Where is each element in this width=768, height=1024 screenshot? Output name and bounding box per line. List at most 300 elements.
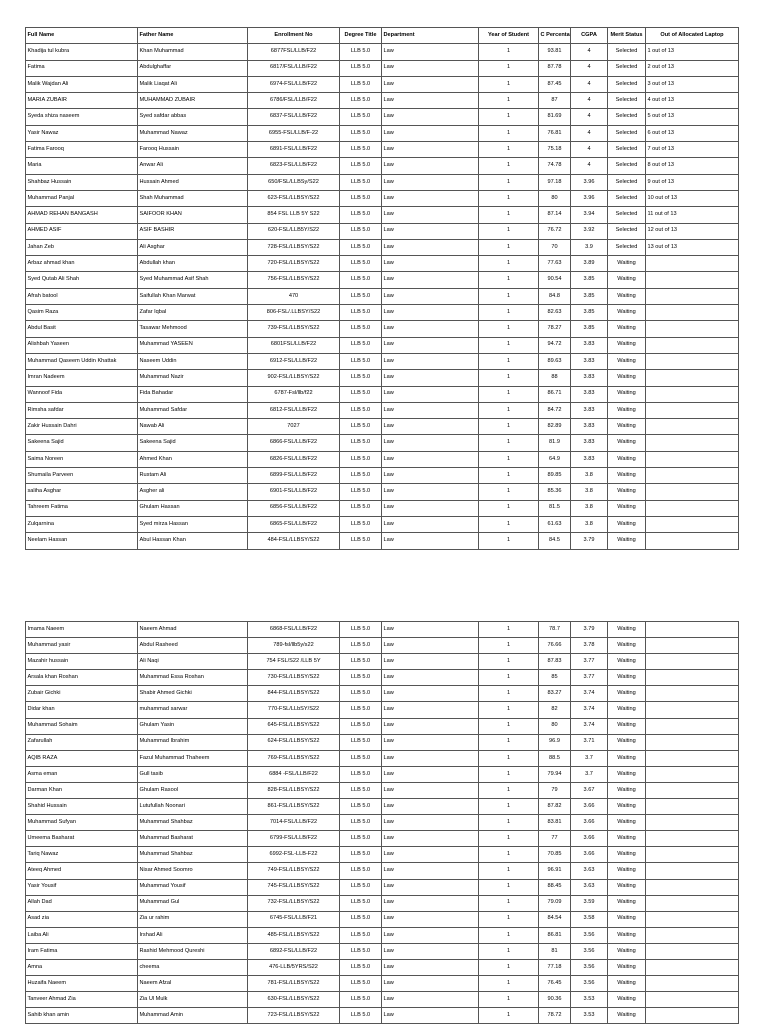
cell-allocated-laptop [646,847,739,863]
cell-department: Law [382,847,479,863]
cell-cgpa: 3.53 [571,1008,608,1024]
cell-allocated-laptop: 9 out of 13 [646,174,739,190]
table-row [26,959,739,975]
cell-allocated-laptop [646,638,739,654]
table-row [26,239,739,255]
cell-enrollment-no: 6891-FSL/LLB/F22 [248,142,340,158]
cell-enrollment-no: 770-FSL/LLbSY/S22 [248,702,340,718]
header-percentage: C Percenta [539,28,571,44]
cell-year-of-student: 1 [479,992,539,1008]
cell-merit-status: Waiting [608,305,646,321]
cell-enrollment-no: 732-FSL/LLBSY/S22 [248,895,340,911]
table-row [26,799,739,815]
cell-enrollment-no: 470 [248,288,340,304]
cell-department: Law [382,782,479,798]
cell-cgpa: 3.56 [571,943,608,959]
cell-allocated-laptop: 13 out of 13 [646,239,739,255]
header-cgpa: CGPA [571,28,608,44]
cell-degree-title: LLB 5.0 [340,190,382,206]
cell-cgpa: 3.74 [571,718,608,734]
cell-father-name: Anwar Ali [138,158,248,174]
cell-department: Law [382,370,479,386]
cell-merit-status: Selected [608,190,646,206]
cell-percentage: 76.81 [539,125,571,141]
cell-allocated-laptop [646,533,739,549]
cell-father-name: Muhammad Essa Roshan [138,670,248,686]
cell-cgpa: 3.83 [571,435,608,451]
cell-percentage: 77 [539,831,571,847]
table-row [26,44,739,60]
cell-enrollment-no: 7027 [248,419,340,435]
table-row [26,386,739,402]
cell-year-of-student: 1 [479,734,539,750]
cell-percentage: 97.18 [539,174,571,190]
cell-percentage: 79.09 [539,895,571,911]
cell-merit-status: Waiting [608,272,646,288]
cell-father-name: muhammad sarwar [138,702,248,718]
table-row [26,782,739,798]
cell-father-name: Muhammad Ibrahim [138,734,248,750]
table-row [26,686,739,702]
table-row [26,911,739,927]
cell-father-name: Shah Muhammad [138,190,248,206]
cell-cgpa: 3.8 [571,516,608,532]
cell-degree-title: LLB 5.0 [340,272,382,288]
cell-department: Law [382,911,479,927]
cell-cgpa: 3.79 [571,622,608,638]
cell-cgpa: 3.92 [571,223,608,239]
cell-full-name: Darman Khan [26,782,138,798]
cell-allocated-laptop [646,1008,739,1024]
cell-degree-title: LLB 5.0 [340,911,382,927]
cell-department: Law [382,943,479,959]
cell-cgpa: 4 [571,76,608,92]
cell-allocated-laptop: 4 out of 13 [646,93,739,109]
cell-enrollment-no: 6865-FSL/LLB/F22 [248,516,340,532]
cell-enrollment-no: 756-FSL/LLBSY/S22 [248,272,340,288]
cell-year-of-student: 1 [479,142,539,158]
table-row [26,174,739,190]
header-father-name: Father Name [138,28,248,44]
cell-percentage: 75.18 [539,142,571,158]
cell-year-of-student: 1 [479,419,539,435]
cell-percentage: 84.8 [539,288,571,304]
cell-allocated-laptop [646,484,739,500]
cell-enrollment-no: 6868-FSL/LLB/F22 [248,622,340,638]
cell-allocated-laptop [646,686,739,702]
cell-merit-status: Waiting [608,670,646,686]
cell-father-name: Fazul Muhammad Thaheem [138,750,248,766]
cell-percentage: 89.63 [539,353,571,369]
cell-full-name: AHMAD REHAN BANGASH [26,207,138,223]
cell-percentage: 90.54 [539,272,571,288]
cell-enrollment-no: 650/FSL/LLBSy/S22 [248,174,340,190]
cell-year-of-student: 1 [479,702,539,718]
cell-father-name: Abdul Rasheed [138,638,248,654]
cell-degree-title: LLB 5.0 [340,305,382,321]
cell-degree-title: LLB 5.0 [340,76,382,92]
cell-father-name: Gull tasib [138,766,248,782]
cell-full-name: Syeda shiza naseem [26,109,138,125]
cell-degree-title: LLB 5.0 [340,337,382,353]
cell-percentage: 82.89 [539,419,571,435]
cell-cgpa: 3.71 [571,734,608,750]
cell-full-name: Abdul Basit [26,321,138,337]
cell-full-name: Muhammad Sohaim [26,718,138,734]
table-row [26,223,739,239]
table-header [26,28,739,44]
cell-allocated-laptop [646,734,739,750]
cell-allocated-laptop [646,272,739,288]
cell-allocated-laptop [646,976,739,992]
cell-department: Law [382,435,479,451]
cell-father-name: Muhammad YASEEN [138,337,248,353]
cell-full-name: Tahreem Fatima [26,500,138,516]
cell-allocated-laptop [646,718,739,734]
cell-merit-status: Waiting [608,718,646,734]
cell-father-name: Ghulam Rasool [138,782,248,798]
cell-merit-status: Waiting [608,911,646,927]
cell-degree-title: LLB 5.0 [340,158,382,174]
cell-merit-status: Selected [608,142,646,158]
cell-year-of-student: 1 [479,370,539,386]
cell-enrollment-no: 6899-FSL/LLB/F22 [248,468,340,484]
cell-percentage: 77.18 [539,959,571,975]
cell-full-name: AQIB RAZA [26,750,138,766]
cell-degree-title: LLB 5.0 [340,1008,382,1024]
cell-degree-title: LLB 5.0 [340,142,382,158]
cell-percentage: 61.63 [539,516,571,532]
cell-department: Law [382,927,479,943]
cell-department: Law [382,638,479,654]
cell-full-name: Asma eman [26,766,138,782]
cell-allocated-laptop [646,419,739,435]
cell-merit-status: Selected [608,76,646,92]
cell-merit-status: Waiting [608,638,646,654]
cell-department: Law [382,125,479,141]
cell-merit-status: Waiting [608,386,646,402]
cell-percentage: 85 [539,670,571,686]
table-row [26,190,739,206]
cell-cgpa: 3.89 [571,256,608,272]
cell-degree-title: LLB 5.0 [340,223,382,239]
cell-enrollment-no: 806-FSL/.LLBSY/S22 [248,305,340,321]
cell-cgpa: 3.74 [571,686,608,702]
cell-department: Law [382,468,479,484]
table-row [26,718,739,734]
cell-department: Law [382,670,479,686]
table-row [26,750,739,766]
cell-cgpa: 3.66 [571,815,608,831]
cell-enrollment-no: 485-FSL/LLBSY/S22 [248,927,340,943]
cell-department: Law [382,223,479,239]
cell-enrollment-no: 6856-FSL/LLB/F22 [248,500,340,516]
cell-merit-status: Waiting [608,288,646,304]
table-row [26,76,739,92]
cell-department: Law [382,288,479,304]
cell-father-name: Irshad Ali [138,927,248,943]
cell-year-of-student: 1 [479,895,539,911]
cell-year-of-student: 1 [479,516,539,532]
cell-cgpa: 3.85 [571,321,608,337]
cell-father-name: Shabir Ahmed Gichki [138,686,248,702]
cell-merit-status: Selected [608,60,646,76]
cell-department: Law [382,44,479,60]
cell-degree-title: LLB 5.0 [340,863,382,879]
cell-percentage: 82 [539,702,571,718]
cell-allocated-laptop [646,337,739,353]
cell-enrollment-no: 476-LLB/5YRS/S22 [248,959,340,975]
cell-allocated-laptop [646,451,739,467]
cell-allocated-laptop [646,256,739,272]
cell-year-of-student: 1 [479,125,539,141]
table-row [26,321,739,337]
cell-percentage: 87.83 [539,654,571,670]
cell-father-name: Zia ur rahim [138,911,248,927]
cell-percentage: 87.14 [539,207,571,223]
cell-merit-status: Waiting [608,863,646,879]
cell-department: Law [382,386,479,402]
cell-degree-title: LLB 5.0 [340,533,382,549]
cell-full-name: Huzaifa Naeem [26,976,138,992]
cell-percentage: 88 [539,370,571,386]
table-row [26,622,739,638]
cell-department: Law [382,207,479,223]
cell-full-name: Shahbaz Hussain [26,174,138,190]
cell-degree-title: LLB 5.0 [340,321,382,337]
cell-father-name: Ali Asghar [138,239,248,255]
cell-department: Law [382,109,479,125]
cell-year-of-student: 1 [479,766,539,782]
cell-father-name: cheema [138,959,248,975]
cell-allocated-laptop [646,831,739,847]
cell-merit-status: Waiting [608,468,646,484]
cell-degree-title: LLB 5.0 [340,451,382,467]
cell-year-of-student: 1 [479,386,539,402]
cell-father-name: Naeem Ahmad [138,622,248,638]
cell-father-name: Syed mirza Hassan [138,516,248,532]
cell-enrollment-no: 789-fsl/llb5y/s22 [248,638,340,654]
cell-allocated-laptop [646,895,739,911]
cell-cgpa: 4 [571,109,608,125]
cell-enrollment-no: 6884 -FSL/LLB/F22 [248,766,340,782]
cell-percentage: 79.94 [539,766,571,782]
cell-cgpa: 3.96 [571,174,608,190]
cell-degree-title: LLB 5.0 [340,174,382,190]
cell-degree-title: LLB 5.0 [340,516,382,532]
cell-degree-title: LLB 5.0 [340,44,382,60]
cell-father-name: Abul Hassan Khan [138,533,248,549]
cell-department: Law [382,976,479,992]
cell-allocated-laptop [646,750,739,766]
cell-full-name: Zafarullah [26,734,138,750]
cell-department: Law [382,484,479,500]
cell-year-of-student: 1 [479,831,539,847]
cell-year-of-student: 1 [479,943,539,959]
cell-year-of-student: 1 [479,288,539,304]
cell-full-name: saliha Asghar [26,484,138,500]
cell-full-name: Afrah batool [26,288,138,304]
cell-allocated-laptop [646,654,739,670]
cell-percentage: 89.85 [539,468,571,484]
cell-enrollment-no: 6992-FSL-LLB-F22 [248,847,340,863]
header-enrollment-no: Enrollment No [248,28,340,44]
cell-percentage: 74.78 [539,158,571,174]
cell-percentage: 84.54 [539,911,571,927]
cell-full-name: Tanveer Ahmad Zia [26,992,138,1008]
cell-enrollment-no: 6892-FSL/LLB/F22 [248,943,340,959]
cell-full-name: Allah Dad [26,895,138,911]
cell-degree-title: LLB 5.0 [340,60,382,76]
cell-degree-title: LLB 5.0 [340,239,382,255]
cell-merit-status: Selected [608,174,646,190]
cell-enrollment-no: 645-FSL/LLBSY/S22 [248,718,340,734]
cell-merit-status: Waiting [608,370,646,386]
cell-degree-title: LLB 5.0 [340,815,382,831]
cell-merit-status: Waiting [608,337,646,353]
table-row [26,419,739,435]
cell-merit-status: Waiting [608,353,646,369]
cell-degree-title: LLB 5.0 [340,895,382,911]
cell-full-name: Muhammad Panjal [26,190,138,206]
cell-father-name: Muhammad Nawaz [138,125,248,141]
cell-department: Law [382,815,479,831]
table-row [26,654,739,670]
cell-father-name: Hussain Ahmed [138,174,248,190]
cell-department: Law [382,622,479,638]
cell-merit-status: Selected [608,44,646,60]
cell-cgpa: 3.7 [571,766,608,782]
cell-percentage: 88.5 [539,750,571,766]
cell-full-name: MARIA ZUBAIR [26,93,138,109]
cell-year-of-student: 1 [479,44,539,60]
cell-enrollment-no: 6786/FSL/LLB/F22 [248,93,340,109]
cell-enrollment-no: 6745-FSL/LLB/F21 [248,911,340,927]
cell-year-of-student: 1 [479,654,539,670]
cell-allocated-laptop [646,782,739,798]
cell-percentage: 70 [539,239,571,255]
cell-percentage: 88.45 [539,879,571,895]
cell-cgpa: 3.83 [571,353,608,369]
header-full-name: Full Name [26,28,138,44]
cell-cgpa: 3.83 [571,386,608,402]
cell-merit-status: Waiting [608,831,646,847]
cell-year-of-student: 1 [479,109,539,125]
table-row [26,60,739,76]
cell-degree-title: LLB 5.0 [340,831,382,847]
cell-degree-title: LLB 5.0 [340,386,382,402]
cell-department: Law [382,190,479,206]
cell-cgpa: 3.83 [571,370,608,386]
table-row [26,702,739,718]
table-row [26,1008,739,1024]
cell-full-name: Arbaz ahmad khan [26,256,138,272]
table-row [26,256,739,272]
cell-degree-title: LLB 5.0 [340,686,382,702]
cell-merit-status: Waiting [608,895,646,911]
cell-allocated-laptop [646,863,739,879]
cell-department: Law [382,60,479,76]
cell-degree-title: LLB 5.0 [340,288,382,304]
cell-full-name: Fatima [26,60,138,76]
cell-year-of-student: 1 [479,158,539,174]
cell-year-of-student: 1 [479,272,539,288]
cell-percentage: 78.7 [539,622,571,638]
cell-percentage: 94.72 [539,337,571,353]
cell-year-of-student: 1 [479,190,539,206]
cell-degree-title: LLB 5.0 [340,654,382,670]
cell-allocated-laptop [646,386,739,402]
cell-father-name: Ghulam Yasin [138,718,248,734]
cell-allocated-laptop [646,622,739,638]
cell-cgpa: 3.94 [571,207,608,223]
cell-percentage: 81.5 [539,500,571,516]
cell-cgpa: 3.56 [571,959,608,975]
cell-department: Law [382,321,479,337]
cell-department: Law [382,895,479,911]
cell-enrollment-no: 754 FSL/S22 /LLB 5Y [248,654,340,670]
cell-year-of-student: 1 [479,863,539,879]
cell-year-of-student: 1 [479,847,539,863]
cell-enrollment-no: 484-FSL/LLBSY/S22 [248,533,340,549]
table-row [26,831,739,847]
cell-father-name: Abdulghaffar [138,60,248,76]
cell-degree-title: LLB 5.0 [340,670,382,686]
cell-allocated-laptop [646,799,739,815]
cell-degree-title: LLB 5.0 [340,992,382,1008]
cell-degree-title: LLB 5.0 [340,500,382,516]
cell-merit-status: Waiting [608,435,646,451]
table-row [26,943,739,959]
cell-full-name: Sakeena Sajid [26,435,138,451]
cell-allocated-laptop [646,305,739,321]
cell-department: Law [382,500,479,516]
cell-department: Law [382,93,479,109]
cell-degree-title: LLB 5.0 [340,93,382,109]
cell-merit-status: Selected [608,239,646,255]
cell-enrollment-no: 781-FSL/LLBSY/S22 [248,976,340,992]
cell-department: Law [382,174,479,190]
cell-full-name: Tariq Nawaz [26,847,138,863]
cell-department: Law [382,516,479,532]
cell-full-name: Khadija tul kubra [26,44,138,60]
table-row [26,305,739,321]
cell-cgpa: 3.8 [571,468,608,484]
cell-merit-status: Selected [608,109,646,125]
cell-merit-status: Waiting [608,321,646,337]
cell-department: Law [382,272,479,288]
cell-father-name: Muhammad Nazir [138,370,248,386]
table-row [26,109,739,125]
cell-merit-status: Waiting [608,500,646,516]
cell-father-name: Malik Liaqat Ali [138,76,248,92]
cell-full-name: Mazahir hussain [26,654,138,670]
cell-percentage: 87.82 [539,799,571,815]
cell-percentage: 83.81 [539,815,571,831]
cell-department: Law [382,305,479,321]
cell-percentage: 85.36 [539,484,571,500]
cell-year-of-student: 1 [479,60,539,76]
cell-merit-status: Waiting [608,1008,646,1024]
cell-father-name: Nawab Ali [138,419,248,435]
cell-year-of-student: 1 [479,337,539,353]
cell-degree-title: LLB 5.0 [340,782,382,798]
cell-year-of-student: 1 [479,815,539,831]
cell-merit-status: Selected [608,93,646,109]
cell-year-of-student: 1 [479,959,539,975]
cell-enrollment-no: 6877FSL/LLB/F22 [248,44,340,60]
cell-cgpa: 3.66 [571,799,608,815]
